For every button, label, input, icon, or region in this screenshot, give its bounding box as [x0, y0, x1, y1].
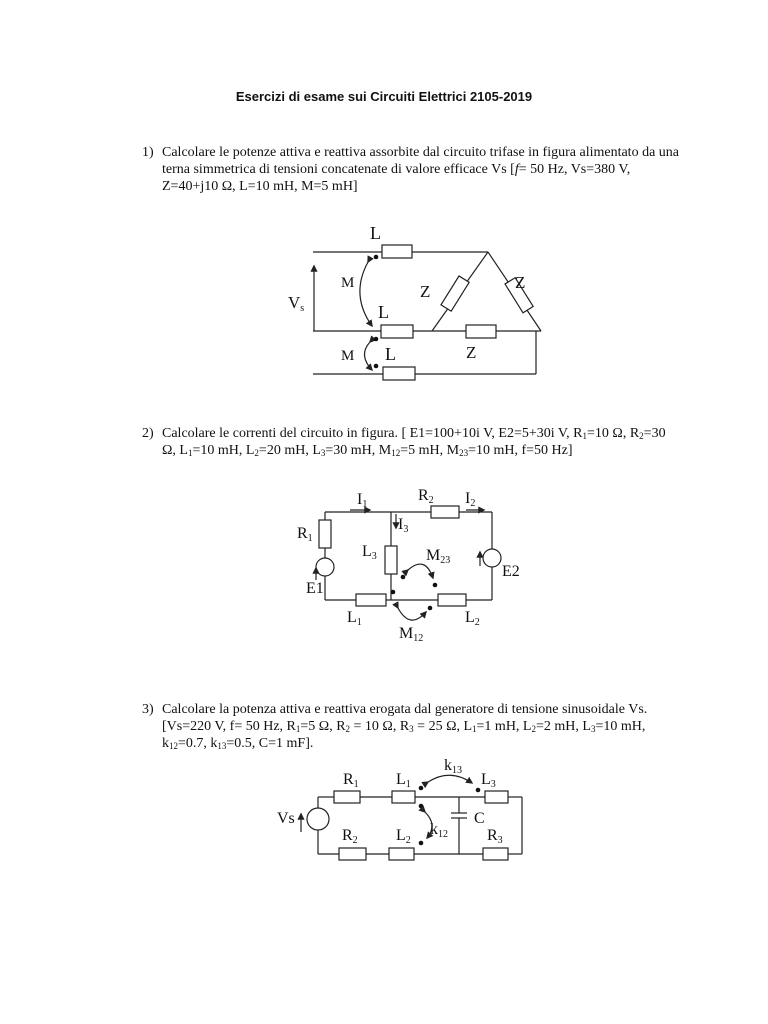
- source-Vs: [307, 808, 329, 830]
- label-L3: L3: [481, 771, 496, 790]
- label-R1: R1: [297, 525, 313, 544]
- label-I3: I3: [398, 516, 409, 535]
- exercise-text: Calcolare le potenze attiva e reattiva assorbite dal circuito trifase in figura alimentato da una terna simmetrica di tensioni concatenate di valore efficace Vs [f= 50 Hz, Vs=380 V, Z=40+j10 Ω, L=10 mH, M=5 mH]: [162, 145, 679, 194]
- label-L: L: [378, 302, 389, 322]
- exercise-number: 2): [142, 426, 154, 441]
- label-E1: E1: [306, 580, 324, 597]
- inductor-L-bot: [383, 367, 415, 380]
- label-M23: M23: [426, 547, 451, 566]
- label-M: M: [341, 348, 355, 364]
- label-Z: Z: [420, 282, 431, 301]
- figure-2-coupled-circuit: [297, 487, 520, 644]
- label-L2: L2: [396, 827, 411, 846]
- coupling-arrow-icon: [408, 564, 433, 578]
- inductor-L1: [392, 791, 415, 803]
- label-Vs: Vs: [288, 293, 305, 314]
- inductor-L-mid: [381, 325, 413, 338]
- resistor-R1: [319, 520, 331, 548]
- label-L: L: [385, 344, 396, 364]
- impedance-Z-bottom: [466, 325, 496, 338]
- label-C: C: [474, 810, 485, 827]
- label-R2: R2: [342, 827, 358, 846]
- label-L: L: [370, 223, 381, 243]
- resistor-R2: [431, 506, 459, 518]
- label-L2: L2: [465, 609, 480, 628]
- label-L1: L1: [347, 609, 362, 628]
- exercise-number: 1): [142, 145, 154, 160]
- label-R1: R1: [343, 771, 359, 790]
- figure-3-coupled-circuit: [277, 757, 522, 860]
- document-title: Esercizi di esame sui Circuiti Elettrici 2105-2019: [235, 89, 533, 104]
- source-E2: [483, 549, 501, 567]
- inductor-L2: [389, 848, 414, 860]
- label-L1: L1: [396, 771, 411, 790]
- label-I2: I2: [465, 490, 476, 509]
- exercise-text: Calcolare le correnti del circuito in figura. [ E1=100+10i V, E2=5+30i V, $R_1=10$ Ω, $R_2=30$ Ω, $L_1=10$ mH, $L_2=20$ mH, $L_3=30$ mH, $M_{12}=5$ mH, $M_{23}=10$ mH, f=50 Hz]: [162, 426, 666, 458]
- resistor-R3: [483, 848, 508, 860]
- label-L3: L3: [362, 543, 377, 562]
- coupling-arrow-icon: [360, 262, 372, 326]
- exercise-number: 3): [142, 702, 154, 717]
- inductor-L3: [485, 791, 508, 803]
- resistor-R2: [339, 848, 366, 860]
- resistor-R1: [334, 791, 360, 803]
- label-M12: M12: [399, 625, 424, 644]
- inductor-L3: [385, 546, 397, 574]
- impedance-Z-left: [441, 276, 469, 311]
- exercise-text: Calcolare la potenza attiva e reattiva erogata dal generatore di tensione sinusoidale Vs. [Vs=220 V, f= 50 Hz, $R_1=5$ Ω, $R_2 = 10$ Ω, $R_3 = 25$ Ω, $L_1=1$ mH, $L_2=2$ mH, $L_3=10$ mH, $k_{12}=0.7$, $k_{13}=0.5$, C=1 mF].: [162, 702, 648, 751]
- coupling-arrow-icon: [398, 608, 426, 620]
- figure-1-three-phase-circuit: [288, 223, 541, 380]
- inductor-L-top: [382, 245, 412, 258]
- label-R2: R2: [418, 487, 434, 506]
- label-k12: k12: [430, 821, 448, 840]
- label-Vs: Vs: [277, 810, 295, 827]
- label-k13: k13: [444, 757, 462, 776]
- coupling-arrow-icon: [428, 775, 472, 783]
- label-M: M: [341, 275, 355, 291]
- inductor-L2: [438, 594, 466, 606]
- label-R3: R3: [487, 827, 503, 846]
- source-E1: [316, 558, 334, 576]
- label-I1: I1: [357, 491, 368, 510]
- inductor-L1: [356, 594, 386, 606]
- coupling-arrow-icon: [364, 342, 372, 370]
- label-Z: Z: [466, 343, 477, 362]
- label-E2: E2: [502, 563, 520, 580]
- label-Z: Z: [515, 273, 526, 292]
